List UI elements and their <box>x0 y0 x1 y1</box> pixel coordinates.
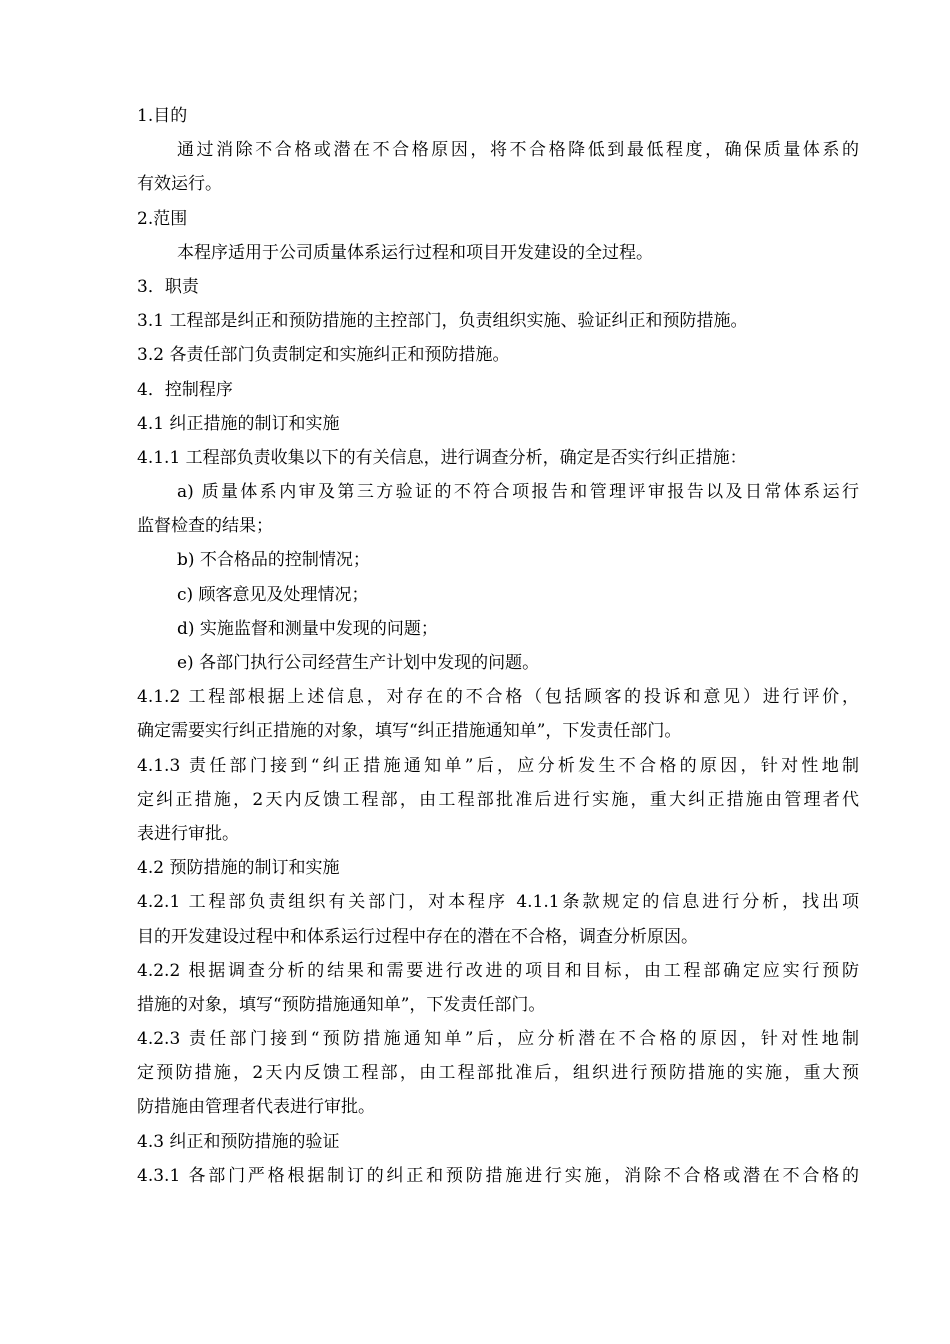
document-line: 4.1.2 工程部根据上述信息，对存在的不合格（包括顾客的投诉和意见）进行评价， <box>137 687 859 708</box>
document-line: 措施的对象，填写“预防措施通知单”，下发责任部门。 <box>137 994 546 1015</box>
document-line: 1.目的 <box>137 106 188 126</box>
document-line: 4.2.1 工程部负责组织有关部门，对本程序 4.1.1条款规定的信息进行分析，找出项 <box>137 892 859 913</box>
document-line: 4.1.3 责任部门接到“纠正措施通知单”后，应分析发生不合格的原因，针对性地制 <box>137 755 859 776</box>
document-line: d) 实施监督和测量中发现的问题； <box>177 618 438 639</box>
document-line: c) 顾客意见及处理情况； <box>177 584 369 605</box>
document-line: 3.2 各责任部门负责制定和实施纠正和预防措施。 <box>137 345 510 366</box>
document-line: 4.3 纠正和预防措施的验证 <box>137 1131 340 1152</box>
document-line: 定纠正措施，2天内反馈工程部，由工程部批准后进行实施，重大纠正措施由管理者代 <box>137 789 859 810</box>
document-line: 防措施由管理者代表进行审批。 <box>137 1097 375 1118</box>
document-line: 3．职责 <box>137 276 199 297</box>
document-line: 4.2 预防措施的制订和实施 <box>137 858 340 879</box>
document-line: 3.1 工程部是纠正和预防措施的主控部门，负责组织实施、验证纠正和预防措施。 <box>137 311 748 332</box>
document-line: 4.1 纠正措施的制订和实施 <box>137 413 340 434</box>
document-line: 通过消除不合格或潜在不合格原因，将不合格降低到最低程度，确保质量体系的 <box>177 140 859 161</box>
document-line: 2.范围 <box>137 208 188 229</box>
document-line: 确定需要实行纠正措施的对象，填写“纠正措施通知单”，下发责任部门。 <box>137 721 682 742</box>
document-line: 本程序适用于公司质量体系运行过程和项目开发建设的全过程。 <box>177 242 653 263</box>
document-line: 目的开发建设过程中和体系运行过程中存在的潜在不合格，调查分析原因。 <box>137 926 698 947</box>
document-line: 4.3.1 各部门严格根据制订的纠正和预防措施进行实施，消除不合格或潜在不合格的 <box>137 1165 859 1186</box>
document-line: 表进行审批。 <box>137 823 239 844</box>
document-line: 4．控制程序 <box>137 379 233 400</box>
document-line: 4.1.1 工程部负责收集以下的有关信息，进行调查分析，确定是否实行纠正措施： <box>137 447 747 468</box>
document-line: a) 质量体系内审及第三方验证的不符合项报告和管理评审报告以及日常体系运行 <box>177 482 859 503</box>
document-line: e) 各部门执行公司经营生产计划中发现的问题。 <box>177 653 540 673</box>
document-body <box>137 99 859 1193</box>
document-line: 4.2.2 根据调查分析的结果和需要进行改进的项目和目标，由工程部确定应实行预防 <box>137 960 859 981</box>
document-line: 4.2.3 责任部门接到“预防措施通知单”后，应分析潜在不合格的原因，针对性地制 <box>137 1029 859 1050</box>
document-line: 定预防措施，2天内反馈工程部，由工程部批准后，组织进行预防措施的实施，重大预 <box>137 1063 859 1084</box>
document-line: 监督检查的结果； <box>137 516 273 537</box>
document-line: 有效运行。 <box>137 174 222 195</box>
document-line: b) 不合格品的控制情况； <box>177 550 370 571</box>
